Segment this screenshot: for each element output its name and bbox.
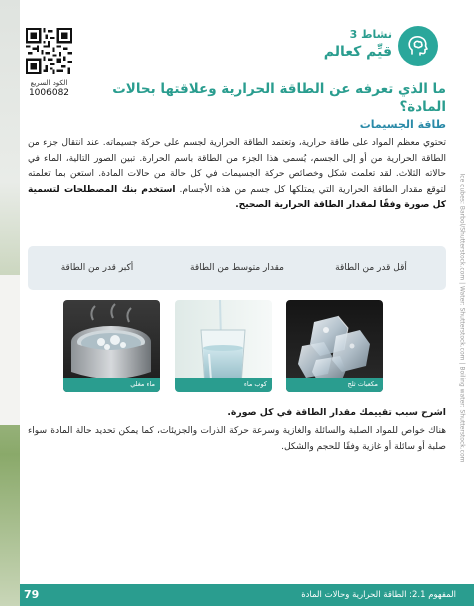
word-bank-bar xyxy=(28,246,446,290)
ice-cubes-photo xyxy=(286,300,383,392)
photo-credit: Ice cubes: Barbol/Shutterstock.com | Water: Shutterstock.com | Boiling water: Shutterstock.com xyxy=(458,173,466,463)
water-glass-photo xyxy=(175,300,272,392)
qr-code-icon[interactable] xyxy=(26,28,72,74)
photo-caption: ماء مغلي xyxy=(63,378,160,392)
instruction-text: استخدم بنك المصطلحات لتسمية كل صورة وفقًا لمقدار الطاقة الحرارية الصحيح. xyxy=(28,184,446,211)
main-question: ما الذي تعرفه عن الطاقة الحرارية وعلاقتها بحالات المادة؟ xyxy=(112,81,446,115)
left-strip-panel xyxy=(0,275,20,425)
page-number: 79 xyxy=(24,588,40,601)
intro-paragraph xyxy=(28,136,446,214)
explain-prompt: اشرح سبب تقييمك مقدار الطاقة في كل صورة. xyxy=(227,407,446,418)
photo-caption: مكعبات ثلج xyxy=(286,378,383,392)
section-title: طاقة الجسيمات xyxy=(359,118,446,131)
word-bank-term[interactable]: مقدار متوسط من الطاقة xyxy=(190,263,284,273)
word-bank-term[interactable]: أكبر قدر من الطاقة xyxy=(60,263,134,273)
footer-concept: المفهوم 2.1: الطاقة الحرارية وحالات المادة xyxy=(301,590,456,600)
photo-caption: كوب ماء xyxy=(175,378,272,392)
answer-text: هناك خواص للمواد الصلبة والسائلة والغازية وسرعة حركة الذرات والجزيئات، كما يمكن تحديد حالة المادة سواء صلبة أو سائلة أو غازية وفقًا للحجم والشكل. xyxy=(28,426,446,452)
word-bank-term[interactable]: أقل قدر من الطاقة xyxy=(335,263,407,273)
quick-code-value: 1006082 xyxy=(28,88,70,98)
intro-text: تحتوي معظم المواد على طاقة حرارية، وتعتمد الطاقة الحرارية لجسم على حركة جسيماته. عند انتقال جزء من الطاقة الحرارية من أو إلى الجسم، يُسمى هذا الجزء من الطاقة باسم الحرارة. تبين الصور التالية، الماء في حالاته الثلاث. لقد تعلمت شكل وخصائص حركة الجسيمات في كل حالة من حالات المادة. استعن بما تعلمته لتوقع مقدار الطاقة الحرارية التي يمتلكها كل جسم من هذه الأجسام. xyxy=(28,138,446,195)
activity-name: قيِّم كعالم xyxy=(323,44,392,60)
brain-head-icon xyxy=(398,26,438,66)
quick-code-label: الكود السريع xyxy=(30,79,68,87)
activity-number: نشاط 3 xyxy=(349,28,392,41)
boiling-water-photo xyxy=(63,300,160,392)
